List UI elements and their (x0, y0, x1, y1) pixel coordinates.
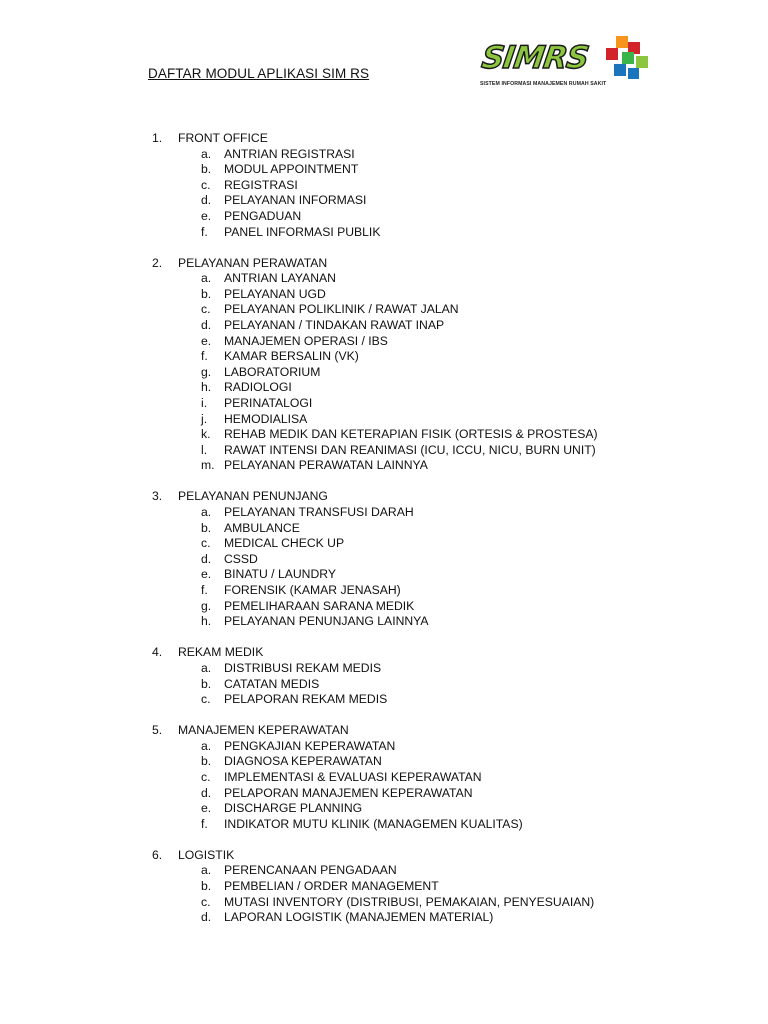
section-title: REKAM MEDIK (178, 645, 264, 660)
list-item (201, 505, 712, 521)
list-item (201, 225, 712, 241)
module-list (152, 131, 712, 941)
item-letter: f. (201, 349, 208, 364)
logo-cubes-icon (602, 34, 652, 84)
section-items (201, 739, 712, 833)
section-heading (152, 645, 712, 661)
list-item (201, 349, 712, 365)
list-item (201, 302, 712, 318)
item-text: PENGKAJIAN KEPERAWATAN (224, 738, 396, 753)
item-text: RAWAT INTENSI DAN REANIMASI (ICU, ICCU, NICU, BURN UNIT) (224, 442, 596, 457)
item-text: REGISTRASI (224, 177, 298, 192)
list-item (201, 895, 712, 911)
section-heading (152, 256, 712, 272)
section-title: PELAYANAN PENUNJANG (178, 489, 328, 504)
item-letter: c. (201, 536, 211, 551)
list-item (201, 193, 712, 209)
list-item (201, 334, 712, 350)
list-item (201, 147, 712, 163)
item-letter: b. (201, 520, 212, 535)
module-section (152, 645, 712, 707)
item-text: PENGADUAN (224, 208, 302, 223)
list-item (201, 614, 712, 630)
item-text: MEDICAL CHECK UP (224, 536, 345, 551)
item-letter: h. (201, 614, 212, 629)
item-text: LABORATORIUM (224, 364, 321, 379)
item-letter: b. (201, 162, 212, 177)
item-letter: e. (201, 801, 212, 816)
section-number: 1. (152, 131, 163, 145)
item-text: MODUL APPOINTMENT (224, 162, 359, 177)
section-number: 3. (152, 489, 163, 504)
list-item (201, 801, 712, 817)
item-text: CATATAN MEDIS (224, 676, 320, 691)
list-item (201, 380, 712, 396)
item-letter: a. (201, 863, 212, 878)
item-letter: d. (201, 318, 212, 333)
item-letter: f. (201, 583, 208, 598)
module-section (152, 848, 712, 926)
item-text: LAPORAN LOGISTIK (MANAJEMEN MATERIAL) (224, 910, 494, 925)
item-text: REHAB MEDIK DAN KETERAPIAN FISIK (ORTESIS & PROSTESA) (224, 427, 598, 442)
section-items (201, 271, 712, 474)
section-heading (152, 489, 712, 505)
list-item (201, 536, 712, 552)
list-item (201, 209, 712, 225)
item-letter: a. (201, 660, 212, 675)
simrs-logo (478, 34, 654, 96)
section-title: PELAYANAN PERAWATAN (178, 255, 328, 270)
section-heading (152, 131, 712, 147)
list-item (201, 770, 712, 786)
list-item (201, 458, 712, 474)
item-text: PERINATALOGI (224, 396, 313, 410)
module-section (152, 256, 712, 474)
item-letter: l. (201, 442, 208, 457)
item-letter: h. (201, 380, 212, 395)
item-letter: b. (201, 754, 212, 769)
item-text: PELAYANAN INFORMASI (224, 193, 367, 208)
item-text: MANAJEMEN OPERASI / IBS (224, 333, 388, 348)
item-text: IMPLEMENTASI & EVALUASI KEPERAWATAN (224, 769, 482, 784)
list-item (201, 879, 712, 895)
item-letter: c. (201, 177, 211, 192)
item-letter: b. (201, 286, 212, 301)
list-item (201, 817, 712, 833)
section-title: MANAJEMEN KEPERAWATAN (178, 723, 349, 738)
item-letter: g. (201, 598, 212, 613)
item-text: PEMBELIAN / ORDER MANAGEMENT (224, 879, 439, 894)
item-text: PELAYANAN TRANSFUSI DARAH (224, 505, 414, 520)
item-text: PEMELIHARAAN SARANA MEDIK (224, 598, 415, 613)
item-letter: c. (201, 692, 211, 707)
logo-tagline: SISTEM INFORMASI MANAJEMEN RUMAH SAKIT (480, 81, 607, 87)
item-text: FORENSIK (KAMAR JENASAH) (224, 583, 401, 598)
section-number: 4. (152, 645, 163, 660)
section-title: LOGISTIK (178, 847, 235, 862)
list-item (201, 521, 712, 537)
item-letter: m. (201, 458, 215, 473)
list-item (201, 567, 712, 583)
list-item (201, 661, 712, 677)
item-letter: c. (201, 302, 211, 317)
list-item (201, 786, 712, 802)
item-text: RADIOLOGI (224, 380, 292, 395)
item-text: PELAYANAN / TINDAKAN RAWAT INAP (224, 318, 445, 333)
item-text: PELAYANAN UGD (224, 286, 326, 301)
item-text: BINATU / LAUNDRY (224, 567, 336, 582)
item-text: DISCHARGE PLANNING (224, 801, 363, 816)
list-item (201, 677, 712, 693)
section-heading (152, 848, 712, 864)
item-letter: a. (201, 505, 212, 520)
item-text: MUTASI INVENTORY (DISTRIBUSI, PEMAKAIAN, PENYESUAIAN) (224, 894, 595, 909)
item-text: KAMAR BERSALIN (VK) (224, 349, 359, 364)
item-text: PELAYANAN POLIKLINIK / RAWAT JALAN (224, 302, 459, 317)
list-item (201, 739, 712, 755)
item-letter: a. (201, 271, 212, 286)
item-text: DIAGNOSA KEPERAWATAN (224, 754, 382, 769)
item-letter: d. (201, 551, 212, 566)
list-item (201, 162, 712, 178)
item-letter: a. (201, 738, 212, 753)
item-letter: f. (201, 816, 208, 831)
item-letter: e. (201, 333, 212, 348)
list-item (201, 552, 712, 568)
item-letter: a. (201, 146, 212, 161)
section-heading (152, 723, 712, 739)
list-item (201, 583, 712, 599)
section-items (201, 661, 712, 708)
list-item (201, 396, 712, 412)
item-text: PELAPORAN REKAM MEDIS (224, 692, 388, 707)
item-text: PELAYANAN PERAWATAN LAINNYA (224, 458, 428, 473)
list-item (201, 178, 712, 194)
list-item (201, 412, 712, 428)
item-letter: d. (201, 785, 212, 800)
item-text: HEMODIALISA (224, 411, 308, 426)
item-letter: c. (201, 894, 211, 909)
item-letter: b. (201, 676, 212, 691)
item-letter: e. (201, 208, 212, 223)
list-item (201, 863, 712, 879)
list-item (201, 599, 712, 615)
module-section (152, 723, 712, 832)
item-text: PELAYANAN PENUNJANG LAINNYA (224, 614, 429, 629)
item-text: DISTRIBUSI REKAM MEDIS (224, 660, 382, 675)
section-number: 2. (152, 255, 163, 270)
section-title: FRONT OFFICE (178, 131, 268, 145)
item-letter: i. (201, 396, 208, 410)
item-text: ANTRIAN LAYANAN (224, 271, 336, 286)
list-item (201, 692, 712, 708)
list-item (201, 365, 712, 381)
item-letter: g. (201, 364, 212, 379)
item-text: PANEL INFORMASI PUBLIK (224, 224, 381, 239)
list-item (201, 287, 712, 303)
section-items (201, 147, 712, 241)
section-number: 6. (152, 847, 163, 862)
section-items (201, 863, 712, 925)
document-title: DAFTAR MODUL APLIKASI SIM RS (148, 66, 370, 81)
item-letter: f. (201, 224, 208, 239)
list-item (201, 754, 712, 770)
list-item (201, 318, 712, 334)
item-text: INDIKATOR MUTU KLINIK (MANAGEMEN KUALITAS) (224, 816, 523, 831)
item-text: AMBULANCE (224, 520, 300, 535)
item-text: PERENCANAAN PENGADAAN (224, 863, 397, 878)
list-item (201, 443, 712, 459)
section-items (201, 505, 712, 630)
list-item (201, 271, 712, 287)
item-text: PELAPORAN MANAJEMEN KEPERAWATAN (224, 785, 473, 800)
item-letter: k. (201, 427, 211, 442)
module-section (152, 489, 712, 629)
item-letter: c. (201, 769, 211, 784)
section-number: 5. (152, 723, 163, 738)
list-item (201, 427, 712, 443)
item-letter: e. (201, 567, 212, 582)
logo-wordmark: SIMRS (479, 40, 591, 76)
item-letter: d. (201, 193, 212, 208)
item-letter: b. (201, 879, 212, 894)
list-item (201, 910, 712, 926)
item-letter: d. (201, 910, 212, 925)
module-section (152, 131, 712, 240)
item-text: CSSD (224, 551, 258, 566)
item-text: ANTRIAN REGISTRASI (224, 146, 355, 161)
item-letter: j. (201, 411, 208, 426)
